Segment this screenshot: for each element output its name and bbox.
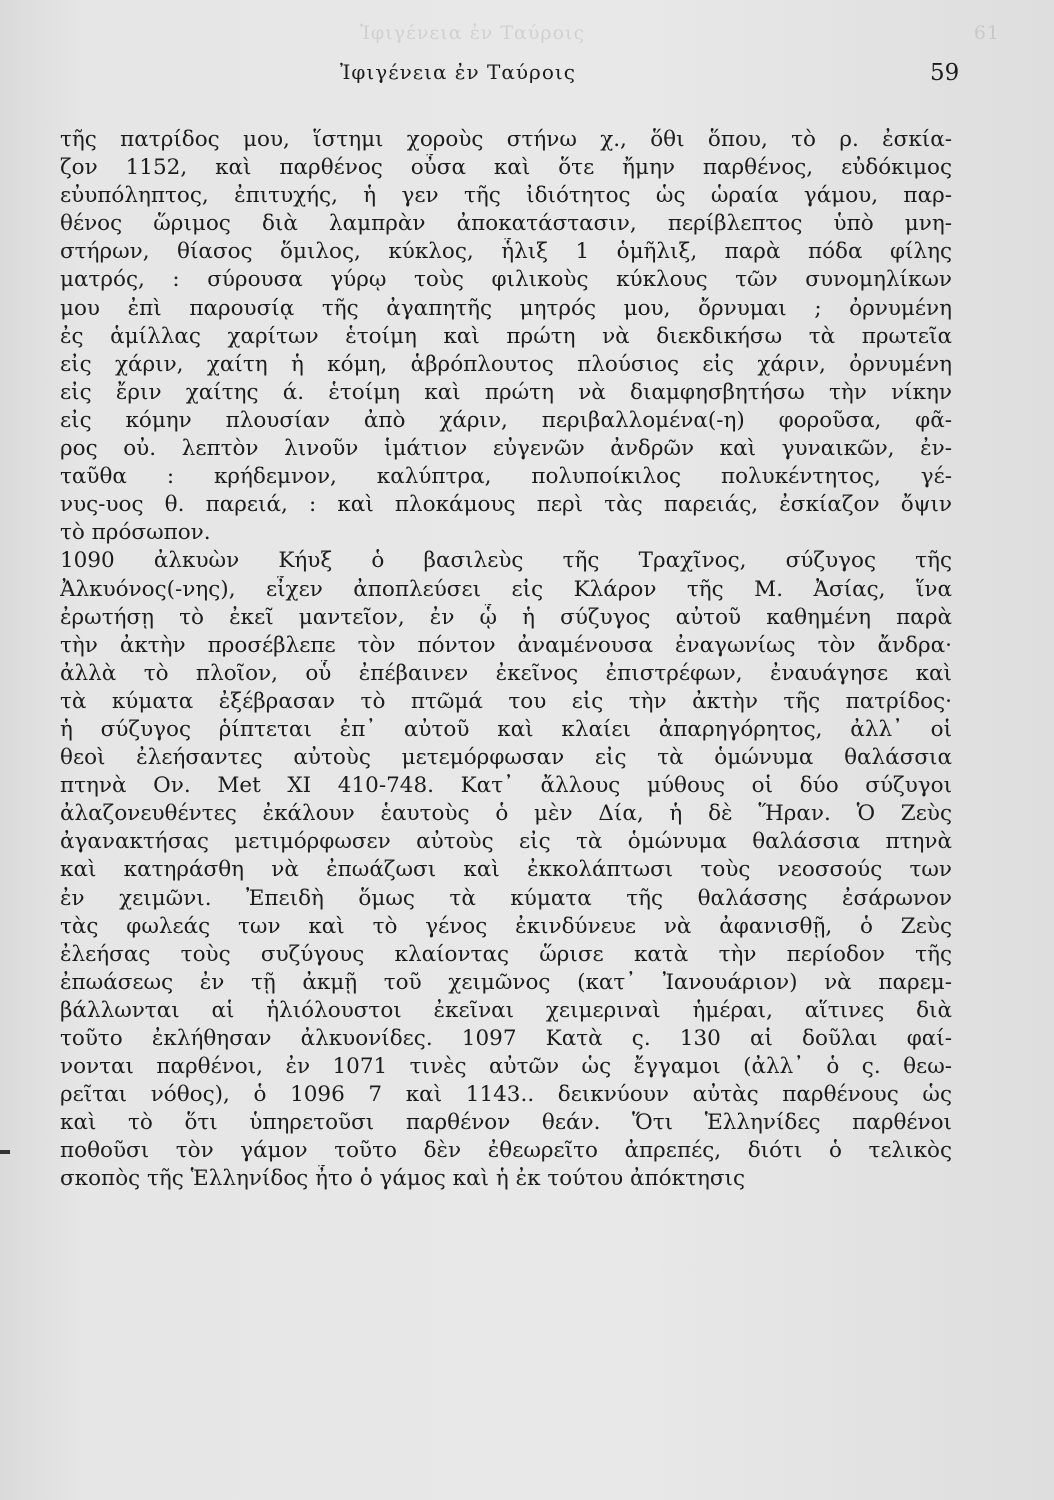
- text-line: τῆς πατρίδος μου, ἵστημι χοροὺς στήνω χ., ὅθι ὅπου, τὸ ρ. ἐσκία-: [60, 127, 952, 152]
- text-line: ζον 1152, καὶ παρθένος οὖσα καὶ ὅτε ἤμην παρθένος, εὐδόκιμος: [60, 155, 952, 181]
- text-line: νονται παρθένοι, ἐν 1071 τινὲς αὐτῶν ὡς ἔγγαμοι (ἀλλ᾽ ὁ ς. θεω-: [60, 1054, 952, 1080]
- text-line: τὸ πρόσωπον.: [60, 520, 211, 546]
- text-line: ποθοῦσι τὸν γάμον τοῦτο δὲν ἐθεωρεῖτο ἀπρεπές, διότι ὁ τελικὸς: [60, 1138, 952, 1164]
- text-line: πτηνὰ Ον. Met XI 410-748. Κατ᾽ ἄλλους μύθους οἱ δύο σύζυγοι: [60, 773, 952, 799]
- text-line: τὴν ἀκτὴν προσέβλεπε τὸν πόντον ἀναμένουσα ἐναγωνίως τὸν ἄνδρα·: [60, 632, 952, 658]
- text-line: ἀγανακτήσας μετιμόρφωσεν αὐτοὺς εἰς τὰ ὁμώνυμα θαλάσσια πτηνὰ: [60, 829, 952, 855]
- commentary-text: [60, 126, 952, 1194]
- text-line: ἀλλὰ τὸ πλοῖον, οὗ ἐπέβαινεν ἐκεῖνος ἐπιστρέφων, ἐναυάγησε καὶ: [60, 660, 952, 686]
- text-line: ρεῖται νόθος), ὁ 1096 7 καὶ 1143.. δεικνύουν αὐτὰς παρθένους ὡς: [60, 1082, 952, 1108]
- text-line: ἀλαζονευθέντες ἐκάλουν ἑαυτοὺς ὁ μὲν Δία, ἡ δὲ Ἥραν. Ὁ Ζεὺς: [60, 801, 952, 827]
- text-line: ρος οὐ. λεπτὸν λινοῦν ἱμάτιον εὐγενῶν ἀνδρῶν καὶ γυναικῶν, ἐν-: [60, 436, 952, 462]
- text-line: εἰς χάριν, χαίτη ἡ κόμη, ἁβρόπλουτος πλούσιος εἰς χάριν, ὀρνυμένη: [60, 351, 952, 377]
- text-line: ἐπωάσεως ἐν τῇ ἀκμῇ τοῦ χειμῶνος (κατ᾽ Ἰανουάριον) νὰ παρεμ-: [60, 969, 952, 995]
- page-number: 59: [930, 60, 960, 86]
- text-line: μου ἐπὶ παρουσίᾳ τῆς ἀγαπητῆς μητρός μου, ὄρνυμαι ; ὀρνυμένη: [60, 295, 952, 321]
- page-edge-mark: [0, 1150, 10, 1154]
- bleed-through-header: [360, 22, 1000, 44]
- text-line: εἰς κόμην πλουσίαν ἀπὸ χάριν, περιβαλλομένα(-η) φοροῦσα, φᾶ-: [60, 407, 952, 433]
- bleed-head: Ἰφιγένεια ἐν Ταύροις: [360, 22, 586, 44]
- text-line: ἐλεήσας τοὺς συζύγους κλαίοντας ὥρισε κατὰ τὴν περίοδον τῆς: [60, 941, 952, 967]
- text-line: Ἀλκυόνος(-νης), εἶχεν ἀποπλεύσει εἰς Κλάρον τῆς Μ. Ἀσίας, ἵνα: [60, 576, 952, 602]
- text-line: βάλλωνται αἱ ἡλιόλουστοι ἐκεῖναι χειμεριναὶ ἡμέραι, αἵτινες διὰ: [60, 997, 952, 1023]
- text-line: ἡ σύζυγος ῥίπτεται ἐπ᾽ αὐτοῦ καὶ κλαίει ἀπαρηγόρητος, ἀλλ᾽ οἱ: [60, 716, 952, 742]
- text-line: ματρός, : σύρουσα γύρῳ τοὺς φιλικοὺς κύκλους τῶν συνομηλίκων: [60, 267, 952, 293]
- text-line: τὰ κύματα ἐξέβρασαν τὸ πτῶμά του εἰς τὴν ἀκτὴν τῆς πατρίδος·: [60, 688, 952, 714]
- text-line: θεοὶ ἐλεήσαντες αὐτοὺς μετεμόρφωσαν εἰς τὰ ὁμώνυμα θαλάσσια: [60, 745, 952, 771]
- text-line: εἰς ἔριν χαίτης ά. ἑτοίμη καὶ πρώτη νὰ διαμφησβητήσω τὴν νίκην: [60, 379, 952, 405]
- text-line: τοῦτο ἐκλήθησαν ἀλκυονίδες. 1097 Κατὰ ς. 130 αἱ δοῦλαι φαί-: [60, 1026, 952, 1051]
- running-head: Ἰφιγένεια ἐν Ταύροις: [340, 60, 576, 84]
- text-line: τὰς φωλεάς των καὶ τὸ γένος ἐκινδύνευε νὰ ἀφανισθῇ, ὁ Ζεὺς: [60, 913, 952, 939]
- text-line: ἐς ἁμίλλας χαρίτων ἑτοίμη καὶ πρώτη νὰ διεκδικήσω τὰ πρωτεῖα: [60, 323, 952, 349]
- text-line: θένος ὥριμος διὰ λαμπρὰν ἀποκατάστασιν, περίβλεπτος ὑπὸ μνη-: [60, 211, 952, 237]
- bleed-page-number: 61: [973, 22, 1000, 44]
- text-line: στήρων, θίασος ὅμιλος, κύκλος, ἧλιξ 1 ὁμῆλιξ, παρὰ πόδα φίλης: [60, 239, 952, 265]
- text-line: σκοπὸς τῆς Ἑλληνίδος ἦτο ὁ γάμος καὶ ἡ ἐκ τούτου ἀπόκτησις: [60, 1166, 745, 1192]
- text-line: καὶ τὸ ὅτι ὑπηρετοῦσι παρθένον θεάν. Ὅτι Ἑλληνίδες παρθένοι: [60, 1110, 952, 1136]
- text-line: 1090 ἀλκυὼν Κήυξ ὁ βασιλεὺς τῆς Τραχῖνος, σύζυγος τῆς: [60, 548, 952, 574]
- text-line: εὐυπόληπτος, ἐπιτυχής, ἡ γεν τῆς ἰδιότητος ὡς ὡραία γάμου, παρ-: [60, 183, 952, 209]
- text-line: ταῦθα : κρήδεμνον, καλύπτρα, πολυποίκιλος πολυκέντητος, γέ-: [60, 464, 952, 490]
- text-line: καὶ κατηράσθη νὰ ἐπωάζωσι καὶ ἐκκολάπτωσι τοὺς νεοσσούς των: [60, 857, 952, 883]
- text-line: νυς-υος θ. παρειά, : καὶ πλοκάμους περὶ τὰς παρειάς, ἐσκίαζον ὄψιν: [60, 492, 952, 518]
- text-line: ἐρωτήσῃ τὸ ἐκεῖ μαντεῖον, ἐν ᾧ ἡ σύζυγος αὐτοῦ καθημένη παρὰ: [60, 604, 952, 630]
- text-line: ἐν χειμῶνι. Ἐπειδὴ ὅμως τὰ κύματα τῆς θαλάσσης ἐσάρωνον: [60, 885, 952, 911]
